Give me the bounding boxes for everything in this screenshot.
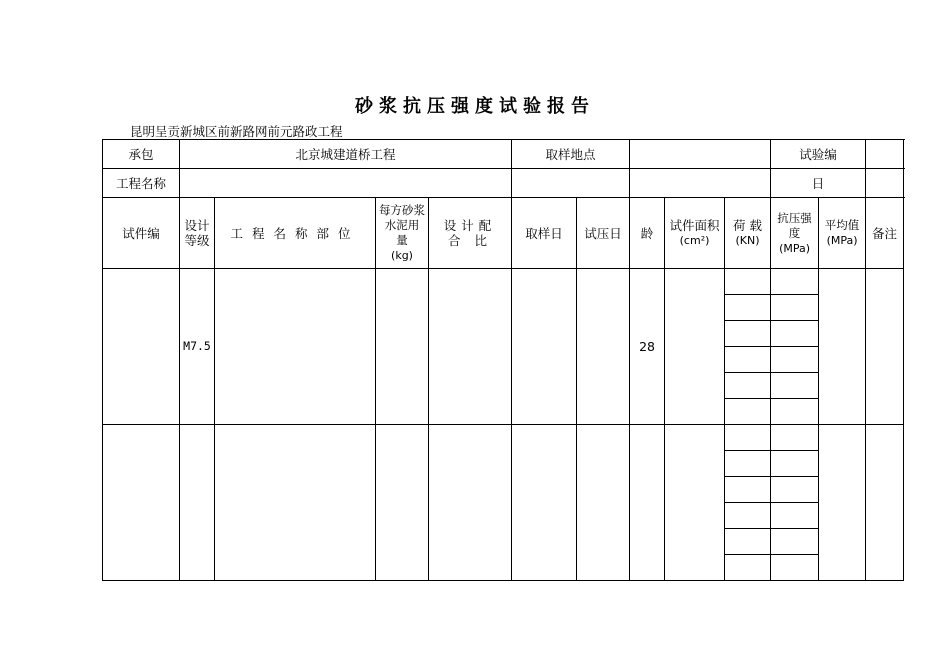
empty-cell (512, 169, 630, 198)
design-grade-cell (180, 425, 215, 581)
contractor-label: 承包 (103, 140, 180, 169)
header-design-grade (180, 198, 215, 269)
table-row (103, 269, 904, 295)
header-strength-line: 度 (788, 225, 801, 240)
mix-cell (429, 425, 512, 581)
empty-cell (866, 169, 904, 198)
header-area-line: 试件面积 (669, 218, 720, 233)
report-table (102, 139, 904, 581)
project-name-label: 工程名称 (103, 169, 180, 198)
strength-cell (771, 295, 819, 321)
part-name-cell (215, 269, 376, 425)
header-strength-unit: (MPa) (779, 241, 811, 255)
strength-cell (771, 477, 819, 503)
table-row (103, 425, 904, 451)
cement-cell (376, 269, 429, 425)
average-cell (819, 425, 866, 581)
header-test-day: 试压日 (577, 198, 630, 269)
load-cell (725, 373, 771, 399)
header-age: 龄 (630, 198, 665, 269)
strength-cell (771, 321, 819, 347)
strength-cell (771, 425, 819, 451)
header-area-unit: (cm²) (679, 234, 710, 247)
remark-cell (866, 425, 904, 581)
strength-cell (771, 399, 819, 425)
average-cell (819, 269, 866, 425)
header-sampling-day: 取样日 (512, 198, 577, 269)
info-row-2 (103, 169, 904, 198)
load-cell (725, 399, 771, 425)
sampling-day-cell (512, 425, 577, 581)
header-mix (429, 198, 512, 269)
cement-cell (376, 425, 429, 581)
header-part-name: 工程名称部位 (215, 198, 376, 269)
design-grade-cell: M7.5 (180, 269, 215, 425)
report-title: 砂浆抗压强度试验报告 (355, 96, 595, 117)
day-label: 日 (771, 169, 866, 198)
header-mix-line: 设计配 (443, 218, 497, 233)
load-cell (725, 503, 771, 529)
header-cement-line: 量 (396, 233, 408, 247)
info-row-1 (103, 140, 904, 169)
load-cell (725, 477, 771, 503)
load-cell (725, 425, 771, 451)
load-cell (725, 295, 771, 321)
test-day-cell (577, 269, 630, 425)
project-name-value (180, 169, 512, 198)
strength-cell (771, 555, 819, 581)
part-name-cell (215, 425, 376, 581)
area-cell (665, 425, 725, 581)
test-no-value (866, 140, 904, 169)
header-cement (376, 198, 429, 269)
mix-cell (429, 269, 512, 425)
project-line: 昆明呈贡新城区前新路网前元路政工程 (130, 124, 343, 139)
header-strength-line: 抗压强 (777, 210, 812, 225)
load-cell (725, 321, 771, 347)
specimen-no-cell (103, 269, 180, 425)
sampling-place-value (630, 140, 771, 169)
load-cell (725, 555, 771, 581)
age-cell: 28 (630, 269, 665, 425)
header-load (725, 198, 771, 269)
header-cement-line: 水泥用 (384, 218, 420, 232)
load-cell (725, 347, 771, 373)
header-cement-unit: (kg) (391, 249, 413, 262)
load-cell (725, 529, 771, 555)
header-row (103, 198, 904, 269)
test-day-cell (577, 425, 630, 581)
remark-cell (866, 269, 904, 425)
header-design-grade-line: 等级 (184, 233, 210, 248)
age-cell (630, 425, 665, 581)
sampling-day-cell (512, 269, 577, 425)
header-average-line: 平均值 (824, 218, 860, 232)
header-mix-line: 合 比 (448, 233, 492, 248)
test-no-label: 试验编 (771, 140, 866, 169)
header-strength (771, 198, 819, 269)
strength-cell (771, 451, 819, 477)
header-cement-line: 每方砂浆 (379, 203, 425, 217)
header-design-grade-line: 设计 (184, 218, 210, 233)
empty-cell (630, 169, 771, 198)
header-load-line: 荷 载 (733, 218, 763, 233)
area-cell (665, 269, 725, 425)
header-average (819, 198, 866, 269)
load-cell (725, 269, 771, 295)
strength-cell (771, 529, 819, 555)
strength-cell (771, 347, 819, 373)
header-remark: 备注 (866, 198, 904, 269)
header-specimen-no: 试件编 (103, 198, 180, 269)
sampling-place-label: 取样地点 (512, 140, 630, 169)
specimen-no-cell (103, 425, 180, 581)
header-area (665, 198, 725, 269)
strength-cell (771, 373, 819, 399)
strength-cell (771, 503, 819, 529)
contractor-value: 北京城建道桥工程 (180, 140, 512, 169)
header-average-unit: (MPa) (826, 234, 858, 247)
load-cell (725, 451, 771, 477)
strength-cell (771, 269, 819, 295)
header-load-unit: (KN) (735, 234, 760, 247)
